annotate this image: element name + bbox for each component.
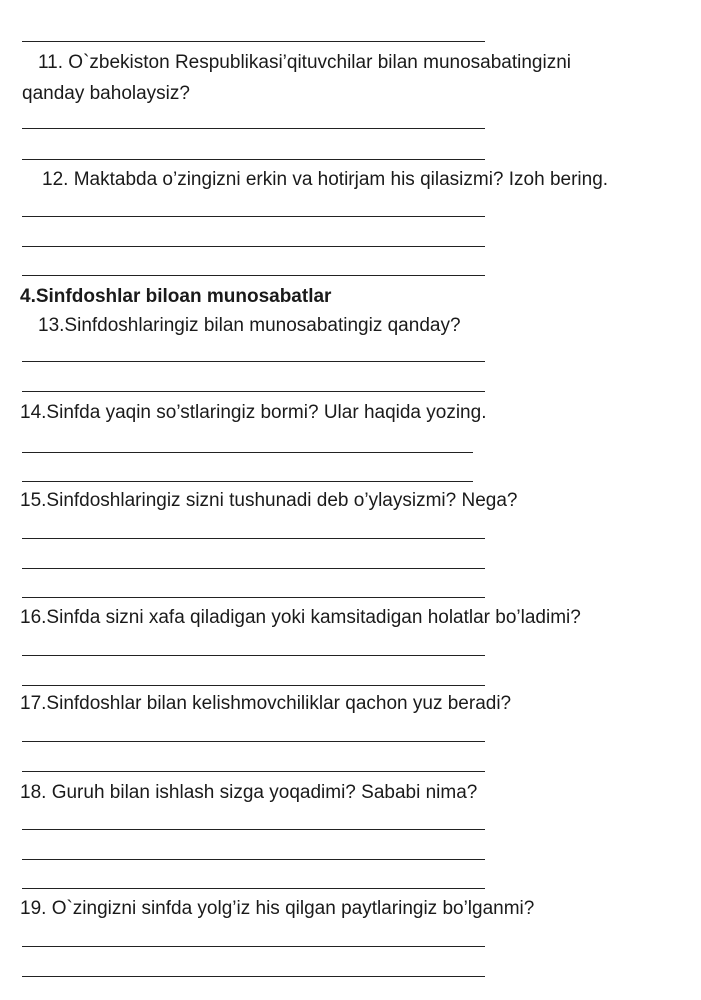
question-text: O`zingizni sinfda yolg’iz his qilgan paytlaringiz bo’lganmi? xyxy=(51,898,535,919)
answer-line[interactable] xyxy=(22,568,485,569)
question-text: Maktabda o’zingizni erkin va hotirjam his qilasizmi? Izoh bering. xyxy=(73,169,609,190)
question-text: Sinfda yaqin so’stlaringiz bormi? Ular haqida yozing. xyxy=(46,402,487,423)
question-12 xyxy=(42,169,608,191)
answer-line[interactable] xyxy=(22,597,485,598)
question-11-line2: qanday baholaysiz? xyxy=(22,83,190,104)
question-number: 16. xyxy=(20,607,47,628)
section-heading: 4.Sinfdoshlar biloan munosabatlar xyxy=(20,286,332,307)
question-number: 18. xyxy=(20,782,47,803)
answer-line[interactable] xyxy=(22,829,485,830)
answer-line[interactable] xyxy=(22,452,473,453)
answer-line[interactable] xyxy=(22,888,485,889)
question-number: 14. xyxy=(20,402,47,423)
question-19 xyxy=(20,898,534,920)
answer-line[interactable] xyxy=(22,246,485,247)
answer-line[interactable] xyxy=(22,159,485,160)
answer-line[interactable] xyxy=(22,128,485,129)
answer-line[interactable] xyxy=(22,481,473,482)
question-16 xyxy=(20,607,581,629)
question-number: 17. xyxy=(20,693,47,714)
answer-line[interactable] xyxy=(22,655,485,656)
question-text: Guruh bilan ishlash sizga yoqadimi? Sababi nima? xyxy=(51,782,478,803)
question-number: 12. xyxy=(42,169,69,190)
answer-line[interactable] xyxy=(22,976,485,977)
answer-line[interactable] xyxy=(22,216,485,217)
question-text: Sinfdoshlaringiz bilan munosabatingiz qanday? xyxy=(64,315,461,336)
question-number: 11. xyxy=(38,52,64,73)
answer-line[interactable] xyxy=(22,685,485,686)
answer-line[interactable] xyxy=(22,946,485,947)
answer-line[interactable] xyxy=(22,41,485,42)
answer-line[interactable] xyxy=(22,771,485,772)
question-text: Sinfdoshlar bilan kelishmovchiliklar qachon yuz beradi? xyxy=(46,693,512,714)
question-text: O`zbekiston Respublikasi’qituvchilar bilan munosabatingizni xyxy=(68,52,571,73)
question-number: 19. xyxy=(20,898,47,919)
question-text: Sinfdoshlaringiz sizni tushunadi deb o’ylaysizmi? Nega? xyxy=(46,490,518,511)
question-14 xyxy=(20,402,486,424)
answer-line[interactable] xyxy=(22,538,485,539)
answer-line[interactable] xyxy=(22,741,485,742)
question-number: 13. xyxy=(38,315,65,336)
answer-line[interactable] xyxy=(22,275,485,276)
question-11-line1 xyxy=(38,52,571,74)
question-13 xyxy=(38,315,461,337)
question-15 xyxy=(20,490,517,512)
question-text: Sinfda sizni xafa qiladigan yoki kamsitadigan holatlar bo’ladimi? xyxy=(46,607,581,628)
answer-line[interactable] xyxy=(22,361,485,362)
question-17 xyxy=(20,693,511,715)
answer-line[interactable] xyxy=(22,391,485,392)
question-18 xyxy=(20,782,477,804)
question-number: 15. xyxy=(20,490,47,511)
answer-line[interactable] xyxy=(22,859,485,860)
